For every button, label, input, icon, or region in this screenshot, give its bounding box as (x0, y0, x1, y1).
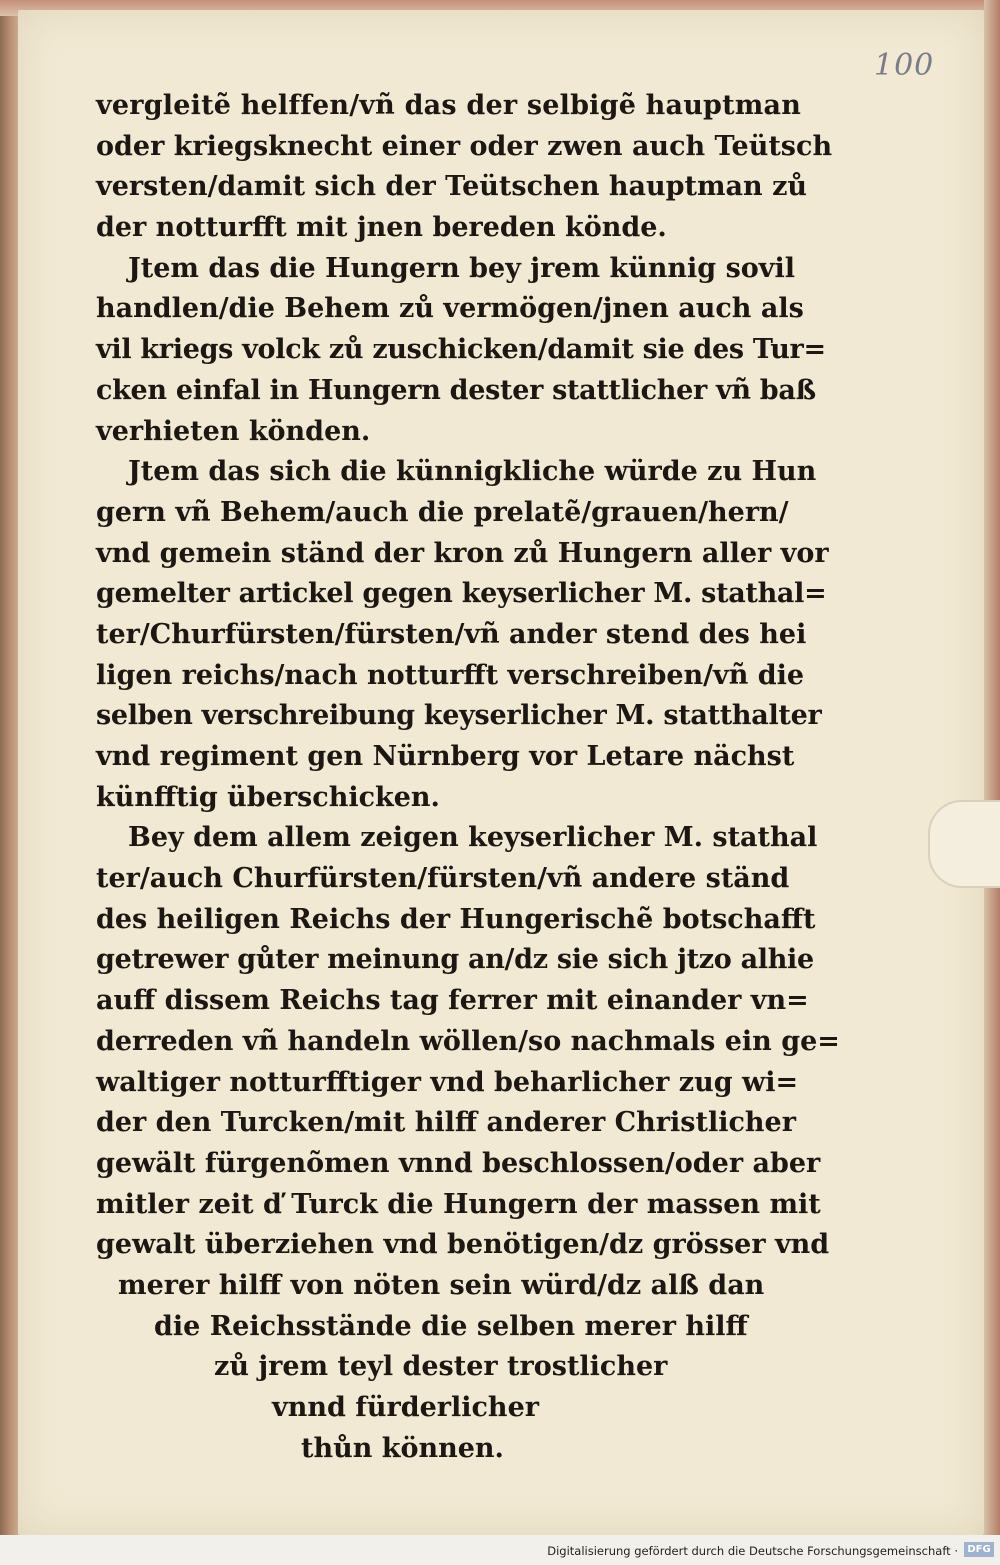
text-line: der den Turcken/mit hilff anderer Christlicher (96, 1107, 796, 1139)
text-line: handlen/die Behem zů vermögen/jnen auch als (96, 293, 804, 325)
dfg-logo: DFG (964, 1542, 994, 1557)
text-line: gewält fürgenõmen vnnd beschlossen/oder aber (96, 1147, 821, 1179)
text-line: auff dissem Reichs tag ferrer mit einander vn= (96, 985, 809, 1017)
text-line: gern vñ Behem/auch die prelatẽ/grauen/hern/ (96, 496, 789, 528)
text-line: die Reichsstände die selben merer hilff (154, 1310, 748, 1342)
text-line: cken einfal in Hungern dester stattlicher vñ baß (96, 374, 816, 406)
text-line: ligen reichs/nach notturfft verschreiben/vñ die (96, 659, 805, 691)
text-line: derreden vñ handeln wöllen/so nachmals ein ge= (96, 1025, 840, 1057)
text-line: waltiger notturfftiger vnd beharlicher zug wi= (96, 1066, 799, 1098)
footer (0, 1535, 1000, 1565)
text-line: thůn können. (301, 1432, 504, 1464)
body-text (96, 86, 840, 1469)
text-line: vnd gemein ständ der kron zů Hungern aller vor (96, 537, 829, 569)
text-line: gewalt überziehen vnd benötigen/dz grösser vnd (96, 1229, 830, 1261)
footer-credit: Digitalisierung gefördert durch die Deutsche Forschungsgemeinschaft · (547, 1544, 958, 1558)
paper-tab (928, 800, 1000, 888)
text-line: mitler zeit ď Turck die Hungern der massen mit (96, 1188, 821, 1220)
text-line: getrewer gůter meinung an/dz sie sich jtzo alhie (96, 944, 814, 976)
text-line: vil kriegs volck zů zuschicken/damit sie des Tur= (96, 334, 826, 366)
text-line: zů jrem teyl dester trostlicher (214, 1351, 668, 1383)
text-line: Jtem das sich die künnigkliche würde zu Hun (128, 456, 817, 488)
text-line: vnnd fürderlicher (272, 1392, 539, 1423)
text-line: ter/auch Churfürsten/fürsten/vñ andere ständ (96, 863, 790, 895)
book-right-edge (984, 0, 1000, 1565)
text-line: versten/damit sich der Teütschen hauptman zů (96, 171, 808, 203)
text-line: der notturfft mit jnen bereden könde. (96, 212, 667, 244)
text-line: selben verschreibung keyserlicher M. statthalter (96, 700, 822, 732)
text-line: merer hilff von nöten sein würd/dz alß dan (118, 1269, 765, 1301)
folio-number: 100 (874, 48, 935, 83)
text-line: künfftig überschicken. (96, 781, 440, 813)
text-line: ter/Churfürsten/fürsten/vñ ander stend des hei (96, 618, 807, 650)
text-line: vnd regiment gen Nürnberg vor Letare nächst (96, 741, 795, 772)
text-line: oder kriegsknecht einer oder zwen auch Teütsch (96, 130, 833, 162)
text-line: Bey dem allem zeigen keyserlicher M. stathal (128, 822, 818, 854)
text-line: gemelter artickel gegen keyserlicher M. stathal= (96, 578, 827, 610)
text-line: verhieten könden. (96, 415, 371, 447)
text-line: des heiligen Reichs der Hungerischẽ botschafft (96, 903, 816, 935)
text-line: Jtem das die Hungern bey jrem künnig sovil (128, 252, 795, 284)
text-line: vergleitẽ helffen/vñ das der selbigẽ hauptman (96, 90, 802, 121)
